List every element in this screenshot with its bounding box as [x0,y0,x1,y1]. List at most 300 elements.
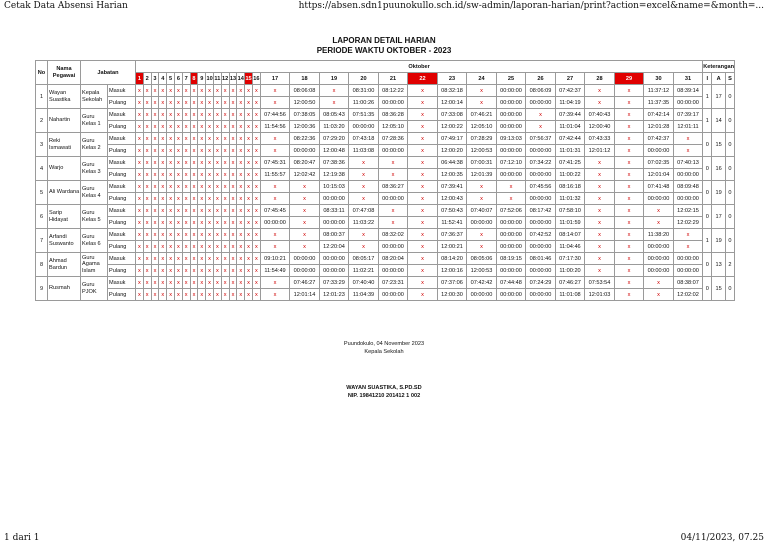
table-row [36,181,735,193]
time-cell: x [159,253,167,265]
time-cell: 00:00:00 [526,265,556,277]
time-cell: 07:42:37 [555,85,585,97]
time-cell: x [159,241,167,253]
time-cell: x [190,169,198,181]
time-cell: x [229,193,237,205]
time-cell: x [213,181,221,193]
time-cell: 12:02:29 [673,217,703,229]
time-cell: x [237,277,245,289]
time-cell: 12:00:43 [437,193,467,205]
time-cell: x [252,253,260,265]
time-cell: x [213,265,221,277]
time-cell: x [182,157,190,169]
time-cell: x [151,241,159,253]
time-cell: 07:36:37 [437,229,467,241]
time-cell: x [290,229,320,241]
time-cell: x [229,253,237,265]
time-cell: x [143,169,151,181]
time-cell: x [237,145,245,157]
time-cell: x [136,265,144,277]
count-a: 17 [712,85,726,109]
employee-position: Guru Kelas 1 [81,109,108,133]
time-cell: x [221,97,229,109]
time-cell: 07:38:05 [290,109,320,121]
time-cell: 12:00:16 [437,265,467,277]
time-cell: x [408,241,438,253]
time-cell: x [182,289,190,301]
time-cell: x [167,133,175,145]
time-cell: 00:00:00 [673,265,703,277]
report-title-block [0,36,768,56]
time-cell: x [206,109,214,121]
time-cell: x [206,277,214,289]
table-row [36,121,735,133]
employee-position: Guru Kelas 2 [81,133,108,157]
time-cell: x [198,193,206,205]
time-cell: 08:32:18 [437,85,467,97]
time-cell: x [237,253,245,265]
time-cell: x [190,145,198,157]
time-cell: 12:01:28 [644,121,674,133]
signature-name: WAYAN SUASTIKA, S.PD.SD [346,385,422,391]
header-day: 10 [206,73,214,85]
count-i: 0 [703,157,712,181]
time-cell: x [644,277,674,289]
time-cell: x [182,241,190,253]
time-cell: x [174,169,182,181]
time-cell: 07:12:10 [496,157,526,169]
time-cell: x [198,205,206,217]
count-i: 0 [703,277,712,301]
time-cell: x [221,109,229,121]
time-cell: x [136,277,144,289]
time-cell: 12:05:10 [467,121,497,133]
time-cell: 00:00:00 [496,217,526,229]
count-a: 15 [712,277,726,301]
employee-position: Kepala Sekolah [81,85,108,109]
time-cell: x [182,277,190,289]
row-no: 2 [36,109,48,133]
time-cell: x [585,85,615,97]
time-cell: x [151,205,159,217]
time-cell: x [408,253,438,265]
count-s: 0 [725,277,734,301]
time-cell: 12:00:40 [585,121,615,133]
table-row [36,217,735,229]
count-a: 19 [712,181,726,205]
time-cell: x [159,277,167,289]
signature-nip: NIP. 19841210 201412 1 002 [347,393,421,399]
header-day: 30 [644,73,674,85]
time-cell: x [213,169,221,181]
time-cell: x [206,169,214,181]
time-cell: x [673,145,703,157]
time-cell: x [408,277,438,289]
time-cell: x [614,97,644,109]
time-cell: x [408,217,438,229]
time-cell: 00:00:00 [349,121,379,133]
employee-name: Sarip Hidayat [48,205,81,229]
time-cell: x [378,169,408,181]
time-cell: x [159,85,167,97]
time-cell: 07:40:43 [585,109,615,121]
time-cell: x [221,241,229,253]
shift-label: Pulang [108,193,136,205]
shift-label: Masuk [108,277,136,289]
time-cell: 07:28:36 [378,133,408,145]
time-cell: 07:47:08 [349,205,379,217]
header-nama: Nama Pegawai [48,61,81,85]
time-cell: x [190,205,198,217]
time-cell: 07:29:20 [319,133,349,145]
time-cell: 08:36:28 [378,109,408,121]
time-cell: x [136,169,144,181]
time-cell: 07:49:17 [437,133,467,145]
time-cell: x [260,181,290,193]
time-cell: x [467,193,497,205]
time-cell: x [614,253,644,265]
time-cell: x [378,217,408,229]
row-no: 8 [36,253,48,277]
header-day: 18 [290,73,320,85]
time-cell: 00:00:00 [644,241,674,253]
time-cell: 07:28:29 [467,133,497,145]
time-cell: 00:00:00 [496,121,526,133]
employee-position: Guru Kelas 6 [81,229,108,253]
time-cell: x [174,229,182,241]
time-cell: x [174,85,182,97]
time-cell: x [229,85,237,97]
time-cell: 11:54:49 [260,265,290,277]
time-cell: x [206,97,214,109]
time-cell: x [252,205,260,217]
time-cell: x [190,241,198,253]
time-cell: 07:46:27 [555,277,585,289]
shift-label: Pulang [108,217,136,229]
shift-label: Pulang [108,241,136,253]
time-cell: x [143,85,151,97]
time-cell: x [136,181,144,193]
time-cell: x [408,85,438,97]
time-cell: x [245,277,253,289]
count-s: 0 [725,109,734,133]
time-cell: 00:00:00 [378,97,408,109]
time-cell: x [237,157,245,169]
time-cell: x [159,205,167,217]
time-cell: x [614,145,644,157]
time-cell: x [213,229,221,241]
time-cell: 10:15:03 [319,181,349,193]
time-cell: x [245,109,253,121]
header-day: 27 [555,73,585,85]
time-cell: x [213,253,221,265]
time-cell: x [151,169,159,181]
time-cell: 08:06:09 [526,85,556,97]
time-cell: x [614,205,644,217]
time-cell: x [174,157,182,169]
time-cell: 12:05:10 [378,121,408,133]
time-cell: x [252,145,260,157]
time-cell: x [136,241,144,253]
table-row [36,85,735,97]
time-cell: x [143,157,151,169]
employee-position: Guru Kelas 3 [81,157,108,181]
time-cell: 07:45:45 [260,205,290,217]
time-cell: x [151,97,159,109]
time-cell: x [174,217,182,229]
time-cell: x [190,97,198,109]
time-cell: 08:06:08 [290,85,320,97]
time-cell: x [136,97,144,109]
shift-label: Masuk [108,205,136,217]
time-cell: x [260,97,290,109]
time-cell: x [229,97,237,109]
time-cell: x [229,205,237,217]
time-cell: 12:00:30 [437,289,467,301]
time-cell: x [182,97,190,109]
time-cell: x [252,265,260,277]
count-s: 0 [725,205,734,229]
employee-position: Guru Kelas 5 [81,205,108,229]
row-no: 7 [36,229,48,253]
time-cell: 11:03:08 [349,145,379,157]
time-cell: x [252,133,260,145]
time-cell: x [252,289,260,301]
time-cell: 11:01:32 [555,193,585,205]
time-cell: x [159,181,167,193]
time-cell: 00:00:00 [378,241,408,253]
count-s: 0 [725,229,734,253]
time-cell: 11:01:59 [555,217,585,229]
time-cell: x [221,157,229,169]
time-cell: x [229,169,237,181]
time-cell: x [182,145,190,157]
time-cell: 11:00:20 [555,265,585,277]
time-cell: 12:02:02 [673,289,703,301]
row-no: 9 [36,277,48,301]
time-cell: x [221,229,229,241]
time-cell: x [213,193,221,205]
time-cell: x [174,181,182,193]
header-day: 29 [614,73,644,85]
time-cell: 12:01:12 [585,145,615,157]
time-cell: x [237,217,245,229]
time-cell: x [221,253,229,265]
shift-label: Masuk [108,157,136,169]
employee-name: Nahartin [48,109,81,133]
time-cell: 07:02:35 [644,157,674,169]
shift-label: Masuk [108,181,136,193]
time-cell: 07:53:54 [585,277,615,289]
time-cell: x [206,157,214,169]
time-cell: x [252,217,260,229]
shift-label: Masuk [108,133,136,145]
time-cell: 12:00:21 [437,241,467,253]
time-cell: 11:37:12 [644,85,674,97]
time-cell: x [143,193,151,205]
time-cell: x [349,169,379,181]
time-cell: x [221,193,229,205]
header-day: 15 [245,73,253,85]
header-day: 8 [190,73,198,85]
time-cell: 11:37:35 [644,97,674,109]
time-cell: x [167,217,175,229]
time-cell: 07:51:35 [349,109,379,121]
time-cell: x [143,253,151,265]
header-day: 20 [349,73,379,85]
time-cell: x [673,229,703,241]
time-cell: x [260,277,290,289]
time-cell: 12:00:36 [290,121,320,133]
time-cell: 12:01:04 [644,169,674,181]
time-cell: x [237,109,245,121]
time-cell: x [151,229,159,241]
header-day: 23 [437,73,467,85]
time-cell: 11:01:31 [555,145,585,157]
time-cell: x [614,217,644,229]
time-cell: 07:44:56 [260,109,290,121]
time-cell: x [221,277,229,289]
time-cell: x [408,133,438,145]
time-cell: x [644,289,674,301]
time-cell: 09:13:03 [496,133,526,145]
time-cell: 00:00:00 [290,265,320,277]
time-cell: x [182,265,190,277]
time-cell: x [167,277,175,289]
time-cell: 07:43:18 [349,133,379,145]
time-cell: x [408,121,438,133]
page-url[interactable]: https://absen.sdn1puunokullo.sch.id/sw-admin/laporan-harian/print?action=excel&name=&month=... [298,1,764,11]
header-month: Oktober [136,61,703,73]
time-cell: 07:43:33 [585,133,615,145]
time-cell: 12:00:48 [319,145,349,157]
time-cell: x [290,181,320,193]
time-cell: 08:05:17 [349,253,379,265]
time-cell: 00:00:00 [467,217,497,229]
time-cell: x [159,265,167,277]
time-cell: x [408,109,438,121]
header-day: 12 [221,73,229,85]
time-cell: x [245,145,253,157]
time-cell: x [221,145,229,157]
count-i: 0 [703,205,712,229]
table-row [36,157,735,169]
count-i: 0 [703,253,712,277]
time-cell: x [151,277,159,289]
time-cell: x [159,157,167,169]
time-cell: x [252,229,260,241]
time-cell: 11:55:57 [260,169,290,181]
time-cell: x [229,277,237,289]
header-day: 5 [167,73,175,85]
time-cell: 08:33:11 [319,205,349,217]
time-cell: 07:42:42 [467,277,497,289]
time-cell: 07:58:10 [555,205,585,217]
shift-label: Pulang [108,121,136,133]
time-cell: x [614,229,644,241]
time-cell: 11:03:20 [319,121,349,133]
time-cell: x [206,265,214,277]
time-cell: 08:20:47 [290,157,320,169]
time-cell: x [245,241,253,253]
time-cell: x [221,217,229,229]
time-cell: 12:00:53 [467,265,497,277]
time-cell: x [237,85,245,97]
time-cell: 00:00:00 [673,253,703,265]
time-cell: x [143,181,151,193]
time-cell: x [229,265,237,277]
header-day: 28 [585,73,615,85]
time-cell: 00:00:00 [319,193,349,205]
time-cell: x [252,97,260,109]
time-cell: 12:01:11 [673,121,703,133]
header-jabatan: Jabatan [81,61,136,85]
header-a: A [712,73,726,85]
time-cell: x [206,217,214,229]
time-cell: x [198,97,206,109]
time-cell: x [151,289,159,301]
header-day: 17 [260,73,290,85]
time-cell: x [167,289,175,301]
time-cell: x [198,133,206,145]
time-cell: 12:20:04 [319,241,349,253]
time-cell: 11:03:22 [349,217,379,229]
time-cell: x [143,277,151,289]
time-cell: 00:00:00 [496,109,526,121]
time-cell: x [136,193,144,205]
header-day: 19 [319,73,349,85]
time-cell: x [143,109,151,121]
shift-label: Pulang [108,265,136,277]
time-cell: x [496,193,526,205]
time-cell: 00:00:00 [496,169,526,181]
employee-position: Guru Agama Islam [81,253,108,277]
time-cell: 11:00:26 [349,97,379,109]
time-cell: 12:01:39 [467,169,497,181]
time-cell: x [229,133,237,145]
time-cell: 00:00:00 [526,145,556,157]
header-day: 16 [252,73,260,85]
time-cell: x [182,109,190,121]
time-cell: 07:40:13 [673,157,703,169]
time-cell: x [190,109,198,121]
count-s: 2 [725,253,734,277]
time-cell: x [237,241,245,253]
time-cell: x [614,109,644,121]
time-cell: x [143,145,151,157]
attendance-table [35,60,735,301]
time-cell: x [198,109,206,121]
time-cell: x [245,169,253,181]
time-cell: x [408,181,438,193]
time-cell: 11:04:46 [555,241,585,253]
time-cell: 00:00:00 [260,217,290,229]
time-cell: 08:32:02 [378,229,408,241]
time-cell: 12:00:22 [437,121,467,133]
table-row [36,97,735,109]
time-cell: 00:00:00 [319,217,349,229]
table-row [36,289,735,301]
header-day: 2 [143,73,151,85]
time-cell: x [260,289,290,301]
time-cell: x [136,289,144,301]
time-cell: 00:00:00 [496,145,526,157]
time-cell: 00:00:00 [319,253,349,265]
time-cell: x [190,229,198,241]
time-cell: x [237,169,245,181]
time-cell: 07:50:43 [437,205,467,217]
time-cell: x [245,229,253,241]
